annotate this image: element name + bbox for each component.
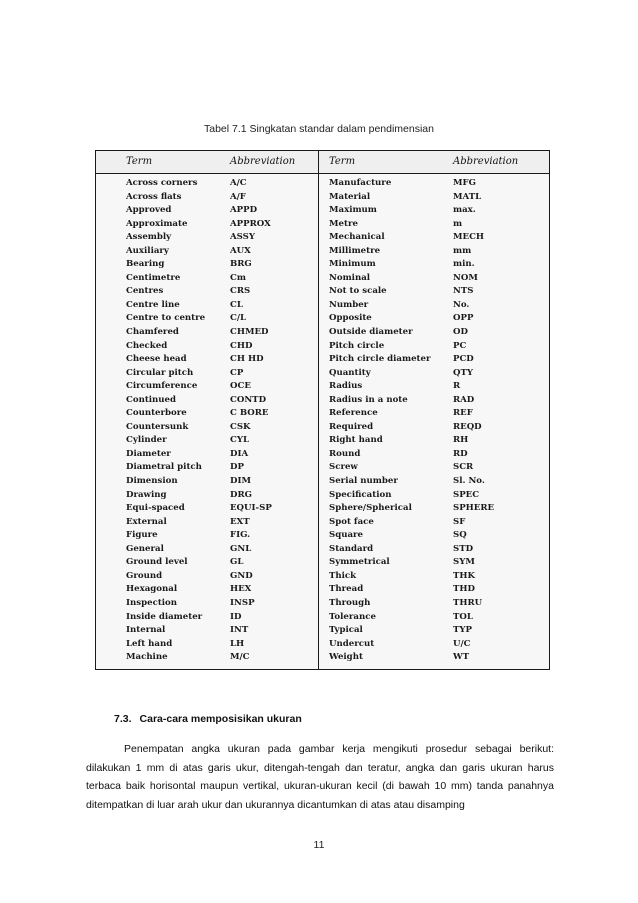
section-number: 7.3.	[114, 713, 132, 725]
cell-abbreviation: OCE	[230, 381, 251, 392]
table-row	[96, 529, 549, 543]
cell-abbreviation: CHMED	[230, 327, 269, 338]
cell-term: Counterbore	[126, 408, 187, 419]
cell-term: Circular pitch	[126, 367, 194, 378]
cell-abbreviation: SPHERE	[453, 503, 495, 514]
table-row	[96, 461, 549, 475]
cell-abbreviation: GL	[230, 557, 244, 568]
cell-abbreviation: C/L	[230, 313, 247, 324]
cell-abbreviation: Cm	[230, 272, 246, 283]
cell-term: Weight	[329, 652, 363, 663]
cell-abbreviation: WT	[453, 652, 470, 663]
cell-term: Radius in a note	[329, 394, 408, 405]
cell-abbreviation: NTS	[453, 286, 474, 297]
cell-abbreviation: NOM	[453, 272, 478, 283]
cell-abbreviation: CHD	[230, 340, 253, 351]
table-row	[96, 394, 549, 408]
cell-abbreviation: min.	[453, 259, 475, 270]
section-heading	[114, 713, 302, 725]
header-term-2: Term	[329, 156, 356, 167]
cell-abbreviation: MFG	[453, 178, 476, 188]
cell-abbreviation: QTY	[453, 367, 474, 378]
table-row	[96, 502, 549, 516]
table-row	[96, 299, 549, 313]
table-row	[96, 258, 549, 272]
cell-term: Symmetrical	[329, 557, 390, 568]
table-row	[96, 407, 549, 421]
cell-abbreviation: MATL	[453, 191, 482, 202]
cell-abbreviation: C BORE	[230, 408, 269, 419]
cell-term: Serial number	[329, 476, 398, 487]
table-row	[96, 516, 549, 530]
cell-abbreviation: AUX	[230, 245, 251, 256]
cell-abbreviation: APPD	[230, 205, 258, 216]
cell-abbreviation: DIM	[230, 476, 251, 487]
cell-term: Opposite	[329, 313, 372, 324]
cell-term: Manufacture	[329, 178, 392, 188]
table-row	[96, 489, 549, 503]
cell-abbreviation: CSK	[230, 421, 251, 432]
cell-abbreviation: HEX	[230, 584, 252, 595]
cell-term: Bearing	[126, 259, 165, 270]
cell-abbreviation: MECH	[453, 232, 485, 243]
table-row	[96, 326, 549, 340]
cell-abbreviation: APPROX	[230, 218, 271, 229]
table-header-row	[96, 151, 549, 174]
table-row	[96, 583, 549, 597]
cell-abbreviation: R	[453, 381, 461, 392]
cell-term: Internal	[126, 625, 166, 636]
cell-abbreviation: FIG.	[230, 530, 251, 541]
cell-abbreviation: CONTD	[230, 394, 267, 405]
cell-term: Millimetre	[329, 245, 381, 256]
cell-term: Inspection	[126, 597, 178, 608]
cell-abbreviation: m	[453, 218, 463, 229]
cell-abbreviation: THRU	[453, 597, 483, 608]
table-row	[96, 285, 549, 299]
cell-term: Undercut	[329, 638, 375, 649]
cell-abbreviation: SCR	[453, 462, 474, 473]
cell-term: Typical	[329, 625, 363, 636]
cell-abbreviation: DRG	[230, 489, 252, 500]
table-row	[96, 204, 549, 218]
table-row	[96, 638, 549, 652]
cell-term: Radius	[329, 381, 363, 392]
cell-abbreviation: DIA	[230, 448, 249, 459]
cell-abbreviation: ID	[230, 611, 242, 622]
page-number: 11	[313, 839, 325, 851]
table-row	[96, 434, 549, 448]
paragraph-text: Penempatan angka ukuran pada gambar kerja mengikuti prosedur sebagai berikut: dilakukan 1 mm di atas garis ukur, ditengah-tengah dan teratur, angka dan garis ukuran harus terbaca baik horisontal maupun vertikal, ukuran-ukuran kecil (di bawah 10 mm) tanda panahnya ditempatkan di luar arah ukur dan ukurannya dicantumkan di atas atau disamping	[86, 743, 554, 811]
cell-abbreviation: PCD	[453, 354, 474, 365]
table-row	[96, 597, 549, 611]
cell-term: Thick	[329, 570, 357, 581]
cell-term: Centre line	[126, 299, 180, 310]
table-row	[96, 651, 549, 665]
table-row	[96, 556, 549, 570]
table-row	[96, 421, 549, 435]
cell-abbreviation: CRS	[230, 286, 251, 297]
header-term-1: Term	[126, 156, 153, 167]
cell-term: Hexagonal	[126, 584, 178, 595]
cell-term: Outside diameter	[329, 327, 413, 338]
cell-term: Screw	[329, 462, 358, 473]
cell-abbreviation: REQD	[453, 421, 482, 432]
cell-term: Drawing	[126, 489, 167, 500]
cell-term: Ground	[126, 570, 163, 581]
cell-term: Inside diameter	[126, 611, 203, 622]
abbreviation-table	[95, 150, 550, 670]
cell-term: Not to scale	[329, 286, 387, 297]
cell-abbreviation: OPP	[453, 313, 474, 324]
cell-abbreviation: U/C	[453, 638, 471, 649]
cell-term: Square	[329, 530, 364, 541]
cell-term: Reference	[329, 408, 378, 419]
cell-term: Round	[329, 448, 361, 459]
cell-abbreviation: CP	[230, 367, 244, 378]
header-abbreviation-2: Abbreviation	[453, 156, 519, 167]
cell-abbreviation: TYP	[453, 625, 472, 636]
table-row	[96, 340, 549, 354]
cell-term: Across corners	[126, 178, 198, 188]
cell-abbreviation: GNL	[230, 543, 252, 554]
cell-term: Specification	[329, 489, 392, 500]
table-row	[96, 245, 549, 259]
cell-abbreviation: SQ	[453, 530, 467, 541]
table-body	[96, 177, 549, 665]
cell-term: Quantity	[329, 367, 371, 378]
cell-abbreviation: SF	[453, 516, 466, 527]
cell-term: Nominal	[329, 272, 371, 283]
cell-abbreviation: LH	[230, 638, 245, 649]
cell-abbreviation: THK	[453, 570, 475, 581]
cell-term: Checked	[126, 340, 168, 351]
cell-abbreviation: CH HD	[230, 354, 264, 365]
cell-term: Approved	[126, 205, 172, 216]
cell-term: Diametral pitch	[126, 462, 202, 473]
cell-abbreviation: THD	[453, 584, 475, 595]
cell-abbreviation: max.	[453, 205, 476, 216]
cell-abbreviation: A/C	[230, 178, 247, 188]
cell-abbreviation: TOL	[453, 611, 473, 622]
cell-abbreviation: CYL	[230, 435, 250, 446]
table-row	[96, 231, 549, 245]
cell-term: Standard	[329, 543, 374, 554]
cell-term: Mechanical	[329, 232, 385, 243]
body-paragraph	[86, 740, 554, 814]
cell-abbreviation: DP	[230, 462, 244, 473]
cell-term: Tolerance	[329, 611, 376, 622]
cell-abbreviation: Sl. No.	[453, 476, 485, 487]
cell-term: External	[126, 516, 167, 527]
cell-term: Pitch circle	[329, 340, 385, 351]
cell-term: Required	[329, 421, 374, 432]
cell-abbreviation: CL	[230, 299, 243, 310]
table-row	[96, 448, 549, 462]
cell-abbreviation: ASSY	[230, 232, 256, 243]
table-row	[96, 218, 549, 232]
table-row	[96, 475, 549, 489]
cell-term: Minimum	[329, 259, 376, 270]
header-abbreviation-1: Abbreviation	[230, 156, 296, 167]
cell-abbreviation: EQUI-SP	[230, 503, 272, 514]
table-row	[96, 177, 549, 191]
cell-abbreviation: REF	[453, 408, 473, 419]
cell-term: Dimension	[126, 476, 178, 487]
cell-term: Circumference	[126, 381, 198, 392]
cell-term: Sphere/Spherical	[329, 503, 412, 514]
cell-abbreviation: SPEC	[453, 489, 480, 500]
cell-term: Auxiliary	[126, 245, 169, 256]
cell-term: Ground level	[126, 557, 188, 568]
cell-abbreviation: RH	[453, 435, 469, 446]
table-row	[96, 272, 549, 286]
cell-abbreviation: INT	[230, 625, 249, 636]
cell-term: Number	[329, 299, 369, 310]
cell-abbreviation: RAD	[453, 394, 475, 405]
cell-abbreviation: EXT	[230, 516, 250, 527]
cell-abbreviation: PC	[453, 340, 467, 351]
cell-abbreviation: SYM	[453, 557, 475, 568]
cell-abbreviation: RD	[453, 448, 468, 459]
cell-term: Across flats	[126, 191, 182, 202]
cell-abbreviation: GND	[230, 570, 253, 581]
cell-term: Spot face	[329, 516, 374, 527]
cell-term: Pitch circle diameter	[329, 354, 431, 365]
cell-abbreviation: mm	[453, 245, 472, 256]
section-title: Cara-cara memposisikan ukuran	[139, 713, 302, 725]
table-row	[96, 312, 549, 326]
cell-term: Maximum	[329, 205, 377, 216]
cell-term: Metre	[329, 218, 358, 229]
cell-term: Centres	[126, 286, 164, 297]
cell-term: Chamfered	[126, 327, 179, 338]
cell-term: Machine	[126, 652, 168, 663]
table-row	[96, 191, 549, 205]
cell-term: Left hand	[126, 638, 173, 649]
cell-abbreviation: OD	[453, 327, 468, 338]
cell-term: Assembly	[126, 232, 172, 243]
cell-abbreviation: A/F	[230, 191, 246, 202]
table-caption: Tabel 7.1 Singkatan standar dalam pendimensian	[204, 123, 434, 135]
cell-abbreviation: No.	[453, 299, 470, 310]
table-row	[96, 380, 549, 394]
cell-term: Through	[329, 597, 371, 608]
cell-abbreviation: INSP	[230, 597, 255, 608]
table-row	[96, 367, 549, 381]
cell-term: General	[126, 543, 164, 554]
table-row	[96, 543, 549, 557]
cell-abbreviation: BRG	[230, 259, 252, 270]
cell-abbreviation: M/C	[230, 652, 250, 663]
cell-term: Figure	[126, 530, 158, 541]
table-row	[96, 611, 549, 625]
cell-term: Diameter	[126, 448, 171, 459]
cell-term: Approximate	[126, 218, 188, 229]
cell-abbreviation: STD	[453, 543, 474, 554]
cell-term: Centimetre	[126, 272, 181, 283]
cell-term: Cylinder	[126, 435, 167, 446]
cell-term: Continued	[126, 394, 177, 405]
cell-term: Cheese head	[126, 354, 187, 365]
cell-term: Equi-spaced	[126, 503, 185, 514]
table-row	[96, 570, 549, 584]
cell-term: Centre to centre	[126, 313, 206, 324]
cell-term: Thread	[329, 584, 364, 595]
table-row	[96, 353, 549, 367]
cell-term: Material	[329, 191, 371, 202]
cell-term: Right hand	[329, 435, 383, 446]
cell-term: Countersunk	[126, 421, 189, 432]
table-row	[96, 624, 549, 638]
